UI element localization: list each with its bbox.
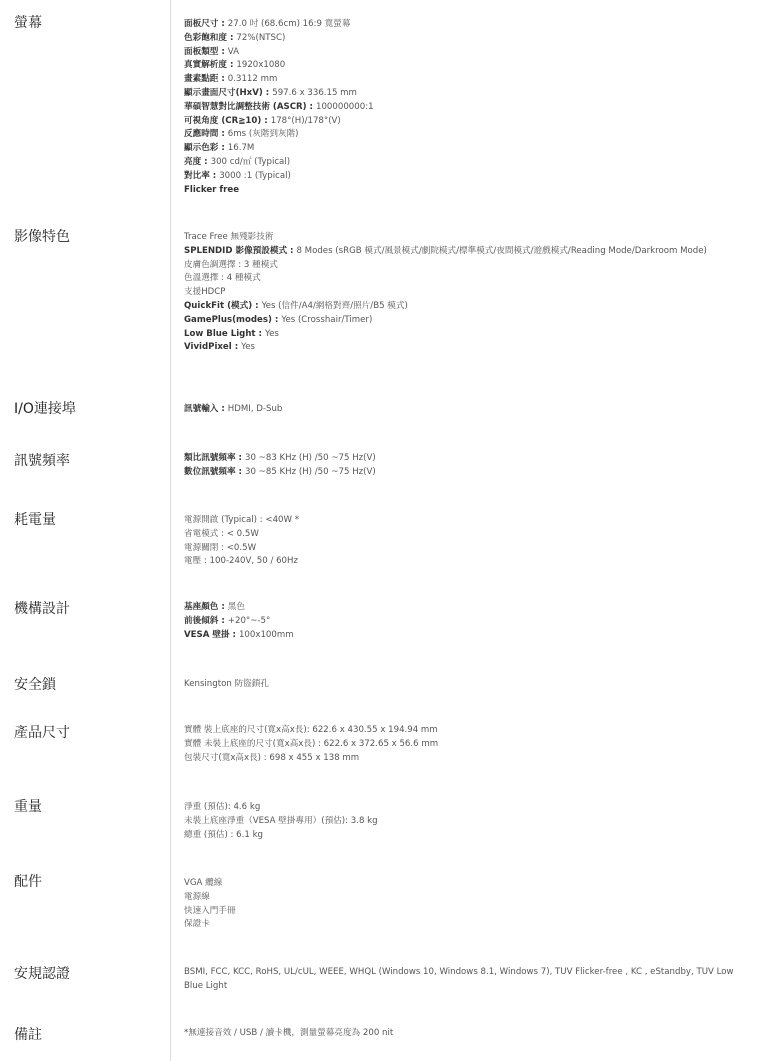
section-body: [184, 601, 744, 642]
spec-value: 淨重 (預估): 4.6 kg: [184, 802, 261, 812]
spec-value: BSMI, FCC, KCC, RoHS, UL/cUL, WEEE, WHQL (Windows 10, Windows 8.1, Windows 7), TUV Flicker-free , KC , eStandby, TUV Low Blue Light: [184, 967, 734, 991]
spec-line: [184, 32, 744, 46]
spec-value: 8 Modes (sRGB 模式/風景模式/劇院模式/標準模式/夜間模式/遊戲模式/Reading Mode/Darkroom Mode): [296, 245, 707, 256]
spec-value: VA: [227, 46, 240, 57]
spec-key: 對比率 :: [184, 170, 220, 181]
spec-value: 實體 裝上底座的尺寸(寬x高x長): 622.6 x 430.55 x 194.94 mm: [184, 725, 438, 735]
spec-key: 亮度 :: [184, 156, 211, 167]
spec-key: 華碩智慧對比調整技術 (ASCR) :: [184, 101, 316, 112]
spec-value: HDMI, D-Sub: [227, 404, 283, 414]
spec-value: Kensington 防盜鎖孔: [184, 679, 269, 689]
section-title: 安規認證: [14, 966, 70, 982]
spec-key: VESA 壁掛 :: [184, 629, 239, 640]
spec-key: 可視角度 (CR≧10) :: [184, 115, 271, 126]
section-title: I/O連接埠: [14, 401, 76, 417]
spec-line: [184, 905, 744, 919]
section-title: 產品尺寸: [14, 725, 70, 741]
spec-line: [184, 115, 744, 129]
section-title: 耗電量: [14, 512, 56, 528]
spec-line: [184, 403, 744, 417]
section-title: 機構設計: [14, 601, 70, 617]
section-body: [184, 678, 744, 692]
spec-value: 保證卡: [184, 919, 210, 930]
spec-line: [184, 829, 744, 843]
spec-value: 電壓 : 100-240V, 50 / 60Hz: [184, 556, 298, 567]
section-body: [184, 452, 744, 480]
spec-key: 顯示色彩 :: [184, 143, 228, 154]
spec-line: [184, 555, 744, 569]
spec-key: 基座顏色 :: [184, 602, 228, 612]
spec-value: 3000 :1 (Typical): [219, 170, 291, 181]
spec-value: 色溫選擇 : 4 種模式: [184, 273, 261, 284]
spec-line: [184, 156, 744, 170]
spec-value: 100000000:1: [315, 101, 374, 112]
spec-value: 6ms (灰階到灰階): [227, 129, 299, 140]
section-title: 影像特色: [14, 229, 70, 245]
spec-value: *無連接音效 / USB / 讀卡機，測量螢幕亮度為 200 nit: [184, 1028, 394, 1038]
spec-line: [184, 128, 744, 142]
spec-line: [184, 101, 744, 115]
spec-line: [184, 286, 744, 300]
spec-line: [184, 877, 744, 891]
section-body: [184, 403, 744, 417]
spec-value: Yes (信件/A4/網格對齊/照片/B5 模式): [261, 300, 408, 311]
spec-line: [184, 891, 744, 905]
spec-key: 顯示畫面尺寸(HxV) :: [184, 87, 273, 98]
spec-value: 30 ~85 KHz (H) /50 ~75 Hz(V): [244, 466, 376, 477]
spec-value: 27.0 吋 (68.6cm) 16:9 寬螢幕: [227, 19, 351, 29]
spec-value: 100x100mm: [238, 629, 294, 640]
spec-key: 畫素點距 :: [184, 74, 228, 85]
spec-key: 色彩飽和度 :: [184, 32, 237, 43]
section-title: 重量: [14, 799, 42, 815]
spec-line: [184, 738, 744, 752]
section-body: [184, 1027, 744, 1041]
spec-line: [184, 815, 744, 829]
spec-line: [184, 542, 744, 556]
spec-value: 178°(H)/178°(V): [270, 115, 341, 126]
spec-value: 72%(NTSC): [236, 32, 286, 43]
spec-key: Flicker free: [184, 184, 240, 195]
spec-line: [184, 514, 744, 528]
spec-value: Yes: [241, 342, 256, 353]
spec-line: [184, 918, 744, 932]
spec-value: 省電模式 : < 0.5W: [184, 528, 259, 539]
section-body: [184, 231, 744, 355]
spec-line: [184, 231, 744, 245]
spec-key: 訊號輸入 :: [184, 404, 228, 414]
spec-key: QuickFit (模式) :: [184, 300, 262, 311]
spec-line: [184, 678, 744, 692]
spec-line: [184, 601, 744, 615]
spec-line: [184, 341, 744, 355]
section-body: [184, 514, 744, 569]
spec-key: 面板類型 :: [184, 46, 228, 57]
spec-line: [184, 59, 744, 73]
spec-line: [184, 1027, 744, 1041]
spec-line: [184, 245, 744, 259]
spec-line: [184, 328, 744, 342]
spec-value: 16.7M: [227, 143, 255, 154]
column-divider: [170, 0, 171, 1061]
spec-value: 包裝尺寸(寬x高x長) : 698 x 455 x 138 mm: [184, 752, 360, 763]
spec-key: 真實解析度 :: [184, 60, 237, 71]
spec-value: VGA 纜線: [184, 878, 223, 888]
spec-value: 未裝上底座淨重（VESA 壁掛專用）(預估): 3.8 kg: [184, 815, 378, 826]
spec-line: [184, 300, 744, 314]
spec-value: 597.6 x 336.15 mm: [272, 87, 357, 98]
spec-key: 面板尺寸 :: [184, 19, 228, 29]
spec-value: 實體 未裝上底座的尺寸(寬x高x長) : 622.6 x 372.65 x 56.6 mm: [184, 738, 439, 749]
spec-line: [184, 142, 744, 156]
section-body: [184, 724, 744, 765]
section-title: 備註: [14, 1027, 42, 1043]
spec-key: SPLENDID 影像預設模式 :: [184, 245, 297, 256]
spec-value: Yes (Crosshair/Timer): [281, 314, 373, 325]
spec-value: 快速入門手冊: [184, 905, 236, 916]
section-body: [184, 18, 744, 197]
spec-line: [184, 87, 744, 101]
spec-line: [184, 724, 744, 738]
spec-key: 數位訊號頻率 :: [184, 466, 245, 477]
spec-key: GamePlus(modes) :: [184, 314, 282, 325]
spec-key: VividPixel :: [184, 342, 242, 353]
spec-line: [184, 272, 744, 286]
spec-value: 電源關閉 : <0.5W: [184, 542, 257, 553]
spec-value: 黑色: [227, 602, 245, 612]
spec-value: 1920x1080: [236, 60, 286, 71]
spec-key: Low Blue Light :: [184, 328, 265, 339]
spec-value: 總重 (預估) : 6.1 kg: [184, 829, 264, 840]
spec-line: [184, 528, 744, 542]
spec-value: 0.3112 mm: [227, 74, 278, 85]
spec-line: [184, 314, 744, 328]
section-title: 螢幕: [14, 15, 42, 31]
spec-value: 皮膚色調選擇 : 3 種模式: [184, 259, 278, 270]
spec-line: [184, 801, 744, 815]
section-title: 配件: [14, 874, 42, 890]
spec-key: 反應時間 :: [184, 129, 228, 140]
section-body: [184, 801, 744, 842]
spec-key: 類比訊號頻率 :: [184, 453, 245, 463]
spec-value: 300 cd/㎡ (Typical): [210, 156, 291, 167]
section-title: 安全鎖: [14, 677, 56, 693]
spec-value: Trace Free 無殘影技術: [184, 232, 274, 242]
spec-line: [184, 615, 744, 629]
spec-key: 前後傾斜 :: [184, 615, 228, 626]
spec-value: 電源開啟 (Typical) : <40W *: [184, 515, 300, 525]
spec-line: [184, 170, 744, 184]
spec-line: [184, 46, 744, 60]
section-title: 訊號頻率: [14, 453, 70, 469]
spec-line: [184, 184, 744, 198]
spec-line: [184, 18, 744, 32]
spec-value: +20°~-5°: [227, 615, 271, 626]
section-body: [184, 966, 744, 994]
spec-line: [184, 466, 744, 480]
spec-value: Yes: [264, 328, 279, 339]
spec-line: [184, 73, 744, 87]
section-body: [184, 877, 744, 932]
spec-line: [184, 629, 744, 643]
spec-line: [184, 452, 744, 466]
spec-line: [184, 752, 744, 766]
spec-line: [184, 259, 744, 273]
spec-value: 30 ~83 KHz (H) /50 ~75 Hz(V): [244, 453, 376, 463]
spec-line: [184, 966, 744, 994]
spec-value: 電源線: [184, 891, 210, 902]
spec-value: 支援HDCP: [184, 287, 226, 298]
